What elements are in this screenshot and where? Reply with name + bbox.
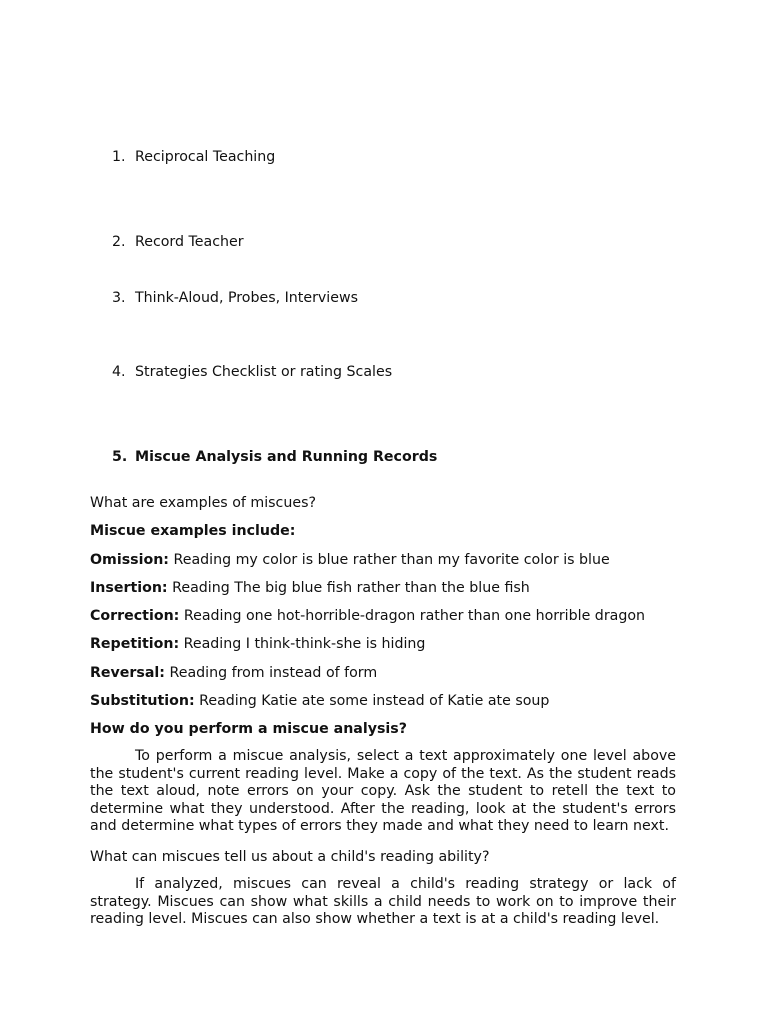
list-number: 2.: [112, 234, 126, 250]
example-desc: Reading Katie ate some instead of Katie ate soup: [194, 693, 550, 709]
perform-heading: How do you perform a miscue analysis?: [90, 721, 407, 737]
example-desc: Reading one hot-horrible-dragon rather than one horrible dragon: [179, 608, 646, 624]
example-reversal: [90, 664, 377, 682]
list-text: Record Teacher: [135, 234, 244, 250]
list-number: 4.: [112, 364, 126, 380]
ability-paragraph: If analyzed, miscues can reveal a child's reading strategy or lack of strategy. Miscues can show what skills a child needs to work on to improve their reading level. Miscues can also show whether a text is at a child's reading level.: [90, 876, 676, 928]
example-desc: Reading I think-think-she is hiding: [179, 636, 426, 652]
example-term: Reversal:: [90, 665, 165, 681]
list-text: Reciprocal Teaching: [135, 149, 276, 165]
example-desc: Reading from instead of form: [164, 665, 378, 681]
example-insertion: [90, 579, 530, 597]
example-term: Repetition:: [90, 636, 180, 652]
perform-paragraph: To perform a miscue analysis, select a text approximately one level above the student's current reading level. Make a copy of the text. As the student reads the text aloud, note errors on your copy. Ask the student to retell the text to determine what they understood. After the reading, look at the student's errors and determine what types of errors they made and what they need to learn next.: [90, 748, 676, 835]
example-repetition: [90, 635, 425, 653]
example-substitution: [90, 692, 549, 710]
example-term: Correction:: [90, 608, 180, 624]
list-number: 3.: [112, 290, 126, 306]
list-number: 1.: [112, 149, 126, 165]
example-term: Insertion:: [90, 580, 168, 596]
list-text: Strategies Checklist or rating Scales: [135, 364, 393, 380]
example-omission: [90, 551, 610, 569]
list-text: Think-Aloud, Probes, Interviews: [135, 290, 358, 306]
list-text: Miscue Analysis and Running Records: [135, 449, 438, 465]
example-desc: Reading my color is blue rather than my favorite color is blue: [168, 552, 610, 568]
example-desc: Reading The big blue fish rather than the blue fish: [167, 580, 530, 596]
example-term: Omission:: [90, 552, 169, 568]
example-term: Substitution:: [90, 693, 195, 709]
list-number: 5.: [112, 449, 128, 465]
question-examples: What are examples of miscues?: [90, 495, 316, 511]
example-correction: [90, 607, 645, 625]
examples-heading: Miscue examples include:: [90, 523, 296, 539]
question-ability: What can miscues tell us about a child's reading ability?: [90, 849, 490, 865]
